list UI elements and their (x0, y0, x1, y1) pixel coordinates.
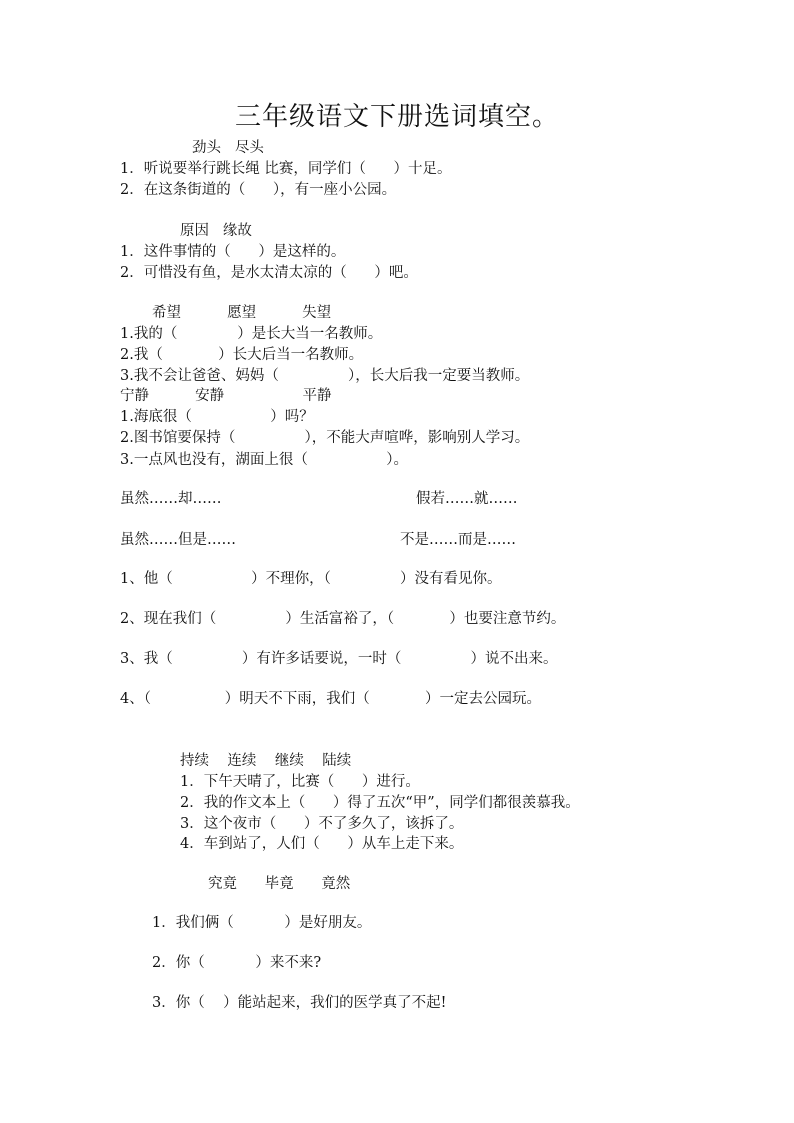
question-3-3: 3.我不会让爸爸、妈妈（ ），长大后我一定要当教师。 (120, 368, 530, 384)
question-6-4: 4．车到站了，人们（ ）从车上走下来。 (180, 836, 464, 852)
conjunction-pair-1: 虽然……却…… (120, 491, 222, 507)
question-6-1: 1．下午天晴了，比赛（ ）进行。 (180, 774, 420, 790)
word-choices-3: 希望 愿望 失望 (152, 305, 332, 321)
question-5-4: 4、（ ）明天不下雨，我们（ ）一定去公园玩。 (120, 691, 542, 707)
conjunction-pair-3: 虽然……但是…… (120, 532, 236, 548)
question-7-1: 1．我们俩（ ）是好朋友。 (152, 915, 372, 931)
question-3-1: 1.我的（ ）是长大当一名教师。 (120, 326, 383, 342)
word-choices-4: 宁静 安静 平静 (120, 388, 332, 404)
question-2-1: 1．这件事情的（ ）是这样的。 (120, 244, 346, 260)
page-title: 三年级语文下册选词填空。 (234, 102, 559, 132)
question-4-1: 1.海底很（ ）吗？ (120, 409, 314, 425)
question-4-2: 2.图书馆要保持（ ），不能大声喧哗，影响别人学习。 (120, 430, 530, 446)
word-choices-6: 持续 连续 继续 陆续 (180, 753, 352, 769)
question-7-3: 3．你（ ）能站起来，我们的医学真了不起! (152, 995, 447, 1011)
question-1-1: 1．听说要举行跳长绳 比赛，同学们（ ）十足。 (120, 161, 452, 177)
question-4-3: 3.一点风也没有，湖面上很（ ）。 (120, 452, 408, 468)
question-6-3: 3．这个夜市（ ）不了多久了，该拆了。 (180, 816, 464, 832)
question-5-1: 1、他（ ）不理你，（ ）没有看见你。 (120, 571, 502, 587)
question-2-2: 2．可惜没有鱼，是水太清太凉的（ ）吧。 (120, 265, 418, 281)
conjunction-pair-2: 假若……就…… (416, 491, 518, 507)
word-choices-1: 劲头 尽头 (192, 140, 264, 156)
question-1-2: 2．在这条街道的（ ），有一座小公园。 (120, 182, 397, 198)
question-5-2: 2、现在我们（ ）生活富裕了，（ ）也要注意节约。 (120, 611, 566, 627)
conjunction-pair-4: 不是……而是…… (400, 532, 516, 548)
question-3-2: 2.我（ ）长大后当一名教师。 (120, 347, 364, 363)
word-choices-2: 原因 缘故 (180, 223, 252, 239)
question-5-3: 3、我（ ）有许多话要说，一时（ ）说不出来。 (120, 651, 558, 667)
word-choices-7: 究竟 毕竟 竟然 (208, 876, 351, 892)
question-6-2: 2．我的作文本上（ ）得了五次“甲”，同学们都很羡慕我。 (180, 795, 580, 811)
question-7-2: 2．你（ ）来不来? (152, 955, 322, 971)
